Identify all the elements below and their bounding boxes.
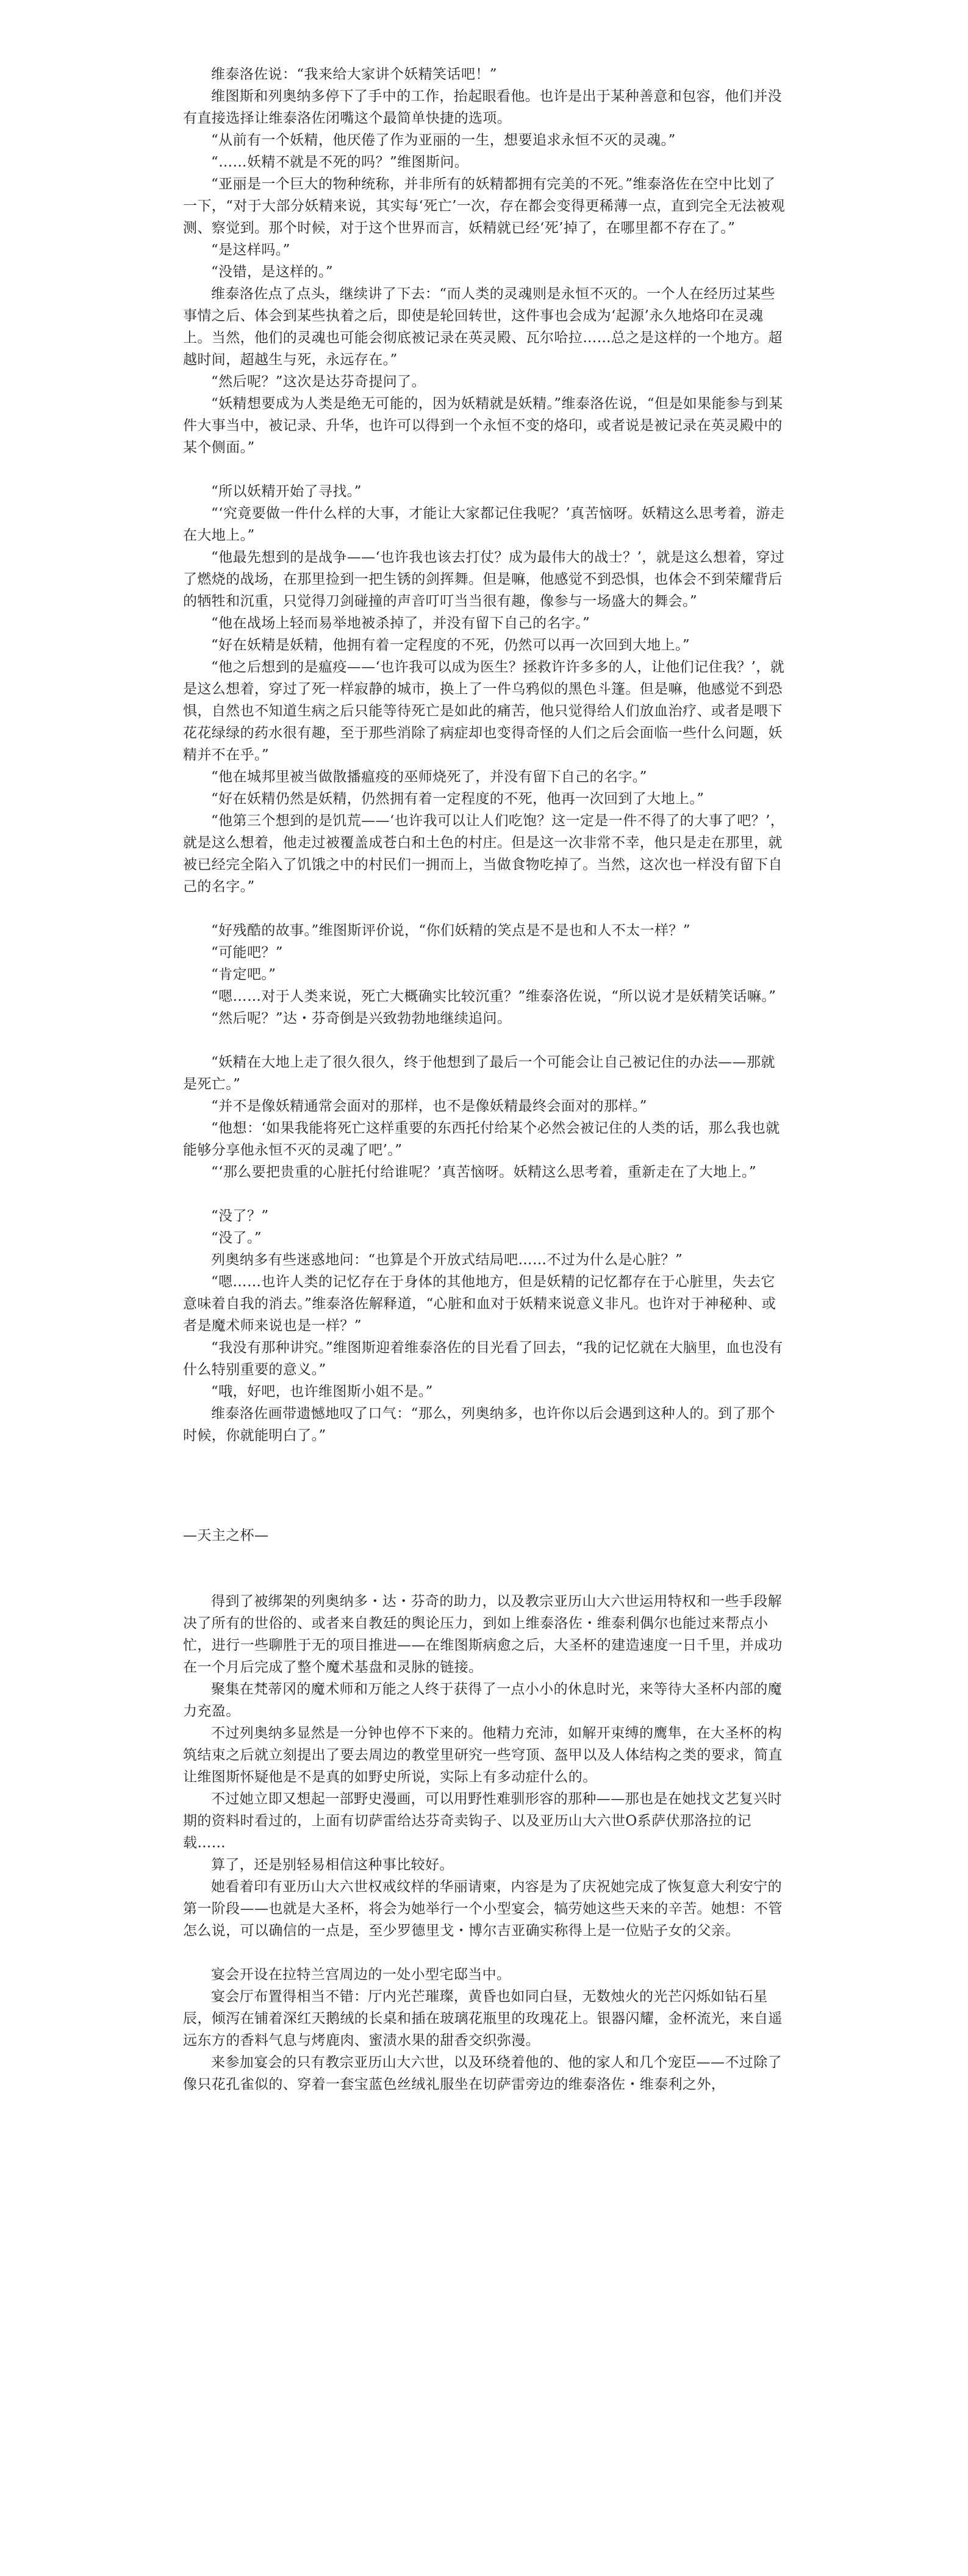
paragraph: “他第三个想到的是饥荒——‘也许我可以让人们吃饱？这一定是一件不得了的大事了吧？’，就是这么想着，他走过被覆盖成苍白和土色的村庄。但是这一次非常不幸，他只是走在那里，就被已经完全陷入了饥饿之中的村民们一拥而上，当做食物吃掉了。当然，这次也一样没有留下自己的名字。” xyxy=(183,813,785,895)
section-joke-ending xyxy=(183,1051,785,1183)
paragraph: “他在战场上轻而易举地被杀掉了，并没有留下自己的名字。” xyxy=(211,615,590,631)
paragraph: “‘那么要把贵重的心脏托付给谁呢？’真苦恼呀。妖精这么思考着，重新走在了大地上。” xyxy=(211,1164,757,1180)
paragraph: “是这样吗。” xyxy=(211,242,290,258)
section-break xyxy=(183,898,785,920)
chapter-break xyxy=(183,1447,785,1525)
paragraph: 维泰洛佐画带遗憾地叹了口气：“那么，列奥纳多，也许你以后会遇到这种人的。到了那个时候，你就能明白了。” xyxy=(183,1406,775,1444)
paragraph: “并不是像妖精通常会面对的那样，也不是像妖精最终会面对的那样。” xyxy=(211,1098,647,1114)
paragraph: 列奥纳多有些迷惑地问：“也算是个开放式结局吧……不过为什么是心脏？” xyxy=(211,1252,683,1268)
paragraph: 不过她立即又想起一部野史漫画，可以用野性难驯形容的那种——那也是在她找文艺复兴时期的资料时看过的，上面有切萨雷给达芬奇卖钩子、以及亚历山大六世O系萨伏那洛拉的记载…… xyxy=(183,1791,782,1851)
section-break xyxy=(183,459,785,481)
paragraph: 宴会开设在拉特兰宫周边的一处小型宅邸当中。 xyxy=(211,1967,511,1983)
paragraph: “他之后想到的是瘟疫——‘也许我可以成为医生？拯救许许多多的人，让他们记住我？’，就是这么想着，穿过了死一样寂静的城市，换上了一件乌鸦似的黑色斗篷。但是嘛，他感觉不到恐惧，自然也不知道生病之后只能等待死亡是如此的痛苦，他只觉得给人们放血治疗、或者是喂下花花绿绿的药水很有趣，至于那些消除了病症却也变得奇怪的人们之后会面临一些什么问题，妖精并不在乎。” xyxy=(183,659,785,763)
paragraph: 来参加宴会的只有教宗亚历山大六世，以及环绕着他的、他的家人和几个宠臣——不过除了像只花孔雀似的、穿着一套宝蓝色丝绒礼服坐在切萨雷旁边的维泰洛佐・维泰利之外， xyxy=(183,2055,782,2092)
paragraph: “哦，好吧，也许维图斯小姐不是。” xyxy=(211,1384,433,1400)
paragraph: 她看着印有亚历山大六世权戒纹样的华丽请柬，内容是为了庆祝她完成了恢复意大利安宁的第一阶段——也就是大圣杯，将会为她举行一个小型宴会，犒劳她这些天来的辛苦。她想：不管怎么说，可以确信的一点是，至少罗德里戈・博尔吉亚确实称得上是一位贴子女的父亲。 xyxy=(183,1879,783,1939)
paragraph: “亚丽是一个巨大的物种统称，并非所有的妖精都拥有完美的不死。”维泰洛佐在空中比划了一下，“对于大部分妖精来说，其实每‘死亡’一次，存在都会变得更稀薄一点，直到完全无法被观测、察觉到。那个时候，对于这个世界而言，妖精就已经‘死’掉了，在哪里都不存在了。” xyxy=(183,176,785,236)
section-banquet xyxy=(183,1964,785,2095)
paragraph: “然后呢？”这次是达芬奇提问了。 xyxy=(211,374,426,390)
paragraph: 维图斯和列奥纳多停下了手中的工作，抬起眼看他。也许是出于某种善意和包容，他们并没有直接选择让维泰洛佐闭嘴这个最简单快捷的选项。 xyxy=(183,88,782,126)
paragraph: “好在妖精仍然是妖精，仍然拥有着一定程度的不死，他再一次回到了大地上。” xyxy=(211,791,704,807)
paragraph: “好残酷的故事。”维图斯评价说，“你们妖精的笑点是不是也和人不太一样？” xyxy=(211,923,690,939)
section-break xyxy=(183,1942,785,1964)
paragraph: “妖精在大地上走了很久很久，终于他想到了最后一个可能会让自己被记住的办法——那就是死亡。” xyxy=(183,1054,775,1092)
paragraph: “从前有一个妖精，他厌倦了作为亚丽的一生，想要追求永恒不灭的灵魂。” xyxy=(211,132,676,148)
paragraph: “好在妖精是妖精，他拥有着一定程度的不死，仍然可以再一次回到大地上。” xyxy=(211,637,690,653)
paragraph: 聚集在梵蒂冈的魔术师和万能之人终于获得了一点小小的休息时光，来等待大圣杯内部的魔力充盈。 xyxy=(183,1681,782,1719)
section-break xyxy=(183,1547,785,1590)
paragraph: “可能吧？” xyxy=(211,945,283,961)
paragraph: “没了。” xyxy=(211,1230,262,1246)
paragraph: 得到了被绑架的列奥纳多・达・芬奇的助力，以及教宗亚历山大六世运用特权和一些手段解决了所有的世俗的、或者来自教廷的舆论压力，到如上维泰洛佐・维泰利偶尔也能过来帮点小忙，进行一些聊胜于无的项目推进——在维图斯病愈之后，大圣杯的建造速度一日千里，并成功在一个月后完成了整个魔术基盘和灵脉的链接。 xyxy=(183,1594,783,1675)
chapter-heading: —天主之杯— xyxy=(183,1528,269,1544)
section-joke-intro xyxy=(183,63,785,459)
section-grail-progress xyxy=(183,1590,785,1942)
section-break xyxy=(183,1029,785,1051)
paragraph: “所以妖精开始了寻找。” xyxy=(211,484,362,499)
paragraph: 算了，还是别轻易相信这种事比较好。 xyxy=(211,1857,454,1873)
paragraph: “肯定吧。” xyxy=(211,967,276,982)
paragraph: 维泰洛佐点了点头，继续讲了下去：“而人类的灵魂则是永恒不灭的。一个人在经历过某些事情之后、体会到某些执着之后，即使是轮回转世，这件事也会成为‘起源’永久地烙印在灵魂上。当然，他们的灵魂也可能会彻底被记录在英灵殿、瓦尔哈拉……总之是这样的一个地方。超越时间，超越生与死，永远存在。” xyxy=(183,286,783,368)
paragraph: “……妖精不就是不死的吗？”维图斯问。 xyxy=(211,154,469,170)
paragraph: 不过列奥纳多显然是一分钟也停不下来的。他精力充沛，如解开束缚的鹰隼，在大圣杯的构筑结束之后就立刻提出了要去周边的教堂里研究一些穹顶、盔甲以及人体结构之类的要求，简直让维图斯怀疑他是不是真的如野史所说，实际上有多动症什么的。 xyxy=(183,1725,783,1785)
paragraph: “没了？” xyxy=(211,1208,269,1224)
paragraph: “妖精想要成为人类是绝无可能的，因为妖精就是妖精。”维泰洛佐说，“但是如果能参与到某件大事当中，被记录、升华，也许可以得到一个永恒不变的烙印，或者说是被记录在英灵殿中的某个侧面。” xyxy=(183,396,783,456)
section-break xyxy=(183,1183,785,1205)
paragraph: “‘究竟要做一件什么样的大事，才能让大家都记住我呢？’真苦恼呀。妖精这么思考着，游走在大地上。” xyxy=(183,506,785,543)
paragraph: “他想：‘如果我能将死亡这样重要的东西托付给某个必然会被记住的人类的话，那么我也就能够分享他永恒不灭的灵魂了吧’。” xyxy=(183,1120,780,1158)
paragraph: “没错，是这样的。” xyxy=(211,264,334,280)
section-joke-search xyxy=(183,481,785,898)
paragraph: “然后呢？”达・芬奇倒是兴致勃勃地继续追问。 xyxy=(211,1011,512,1026)
paragraph: “我没有那种讲究。”维图斯迎着维泰洛佐的目光看了回去，“我的记忆就在大脑里，血也没有什么特别重要的意义。” xyxy=(183,1340,783,1378)
paragraph: “嗯……对于人类来说，死亡大概确实比较沉重？”维泰洛佐说，“所以说才是妖精笑话嘛。” xyxy=(211,989,776,1004)
paragraph: 宴会厅布置得相当不错：厅内光芒璀璨，黄昏也如同白昼，无数烛火的光芒闪烁如钻石星辰，倾泻在铺着深红天鹅绒的长桌和插在玻璃花瓶里的玫瑰花上。银器闪耀，金杯流光，来自遥远东方的香料气息与烤鹿肉、蜜渍水果的甜香交织弥漫。 xyxy=(183,1989,783,2048)
paragraph: “嗯……也许人类的记忆存在于身体的其他地方，但是妖精的记忆都存在于心脏里，失去它意味着自我的消去。”维泰洛佐解释道，“心脏和血对于妖精来说意义非凡。也许对于神秘种、或者是魔术师来说也是一样？” xyxy=(183,1274,776,1334)
section-joke-aftermath xyxy=(183,1205,785,1447)
section-joke-reaction xyxy=(183,920,785,1029)
paragraph: “他最先想到的是战争——‘也许我也该去打仗？成为最伟大的战士？’，就是这么想着，穿过了燃烧的战场，在那里捡到一把生锈的剑挥舞。但是嘛，他感觉不到恐惧，也体会不到荣耀背后的牺牲和沉重，只觉得刀剑碰撞的声音叮叮当当很有趣，像参与一场盛大的舞会。” xyxy=(183,549,785,609)
paragraph: “他在城邦里被当做散播瘟疫的巫师烧死了，并没有留下自己的名字。” xyxy=(211,769,647,785)
paragraph: 维泰洛佐说：“我来给大家讲个妖精笑话吧！” xyxy=(211,66,497,82)
